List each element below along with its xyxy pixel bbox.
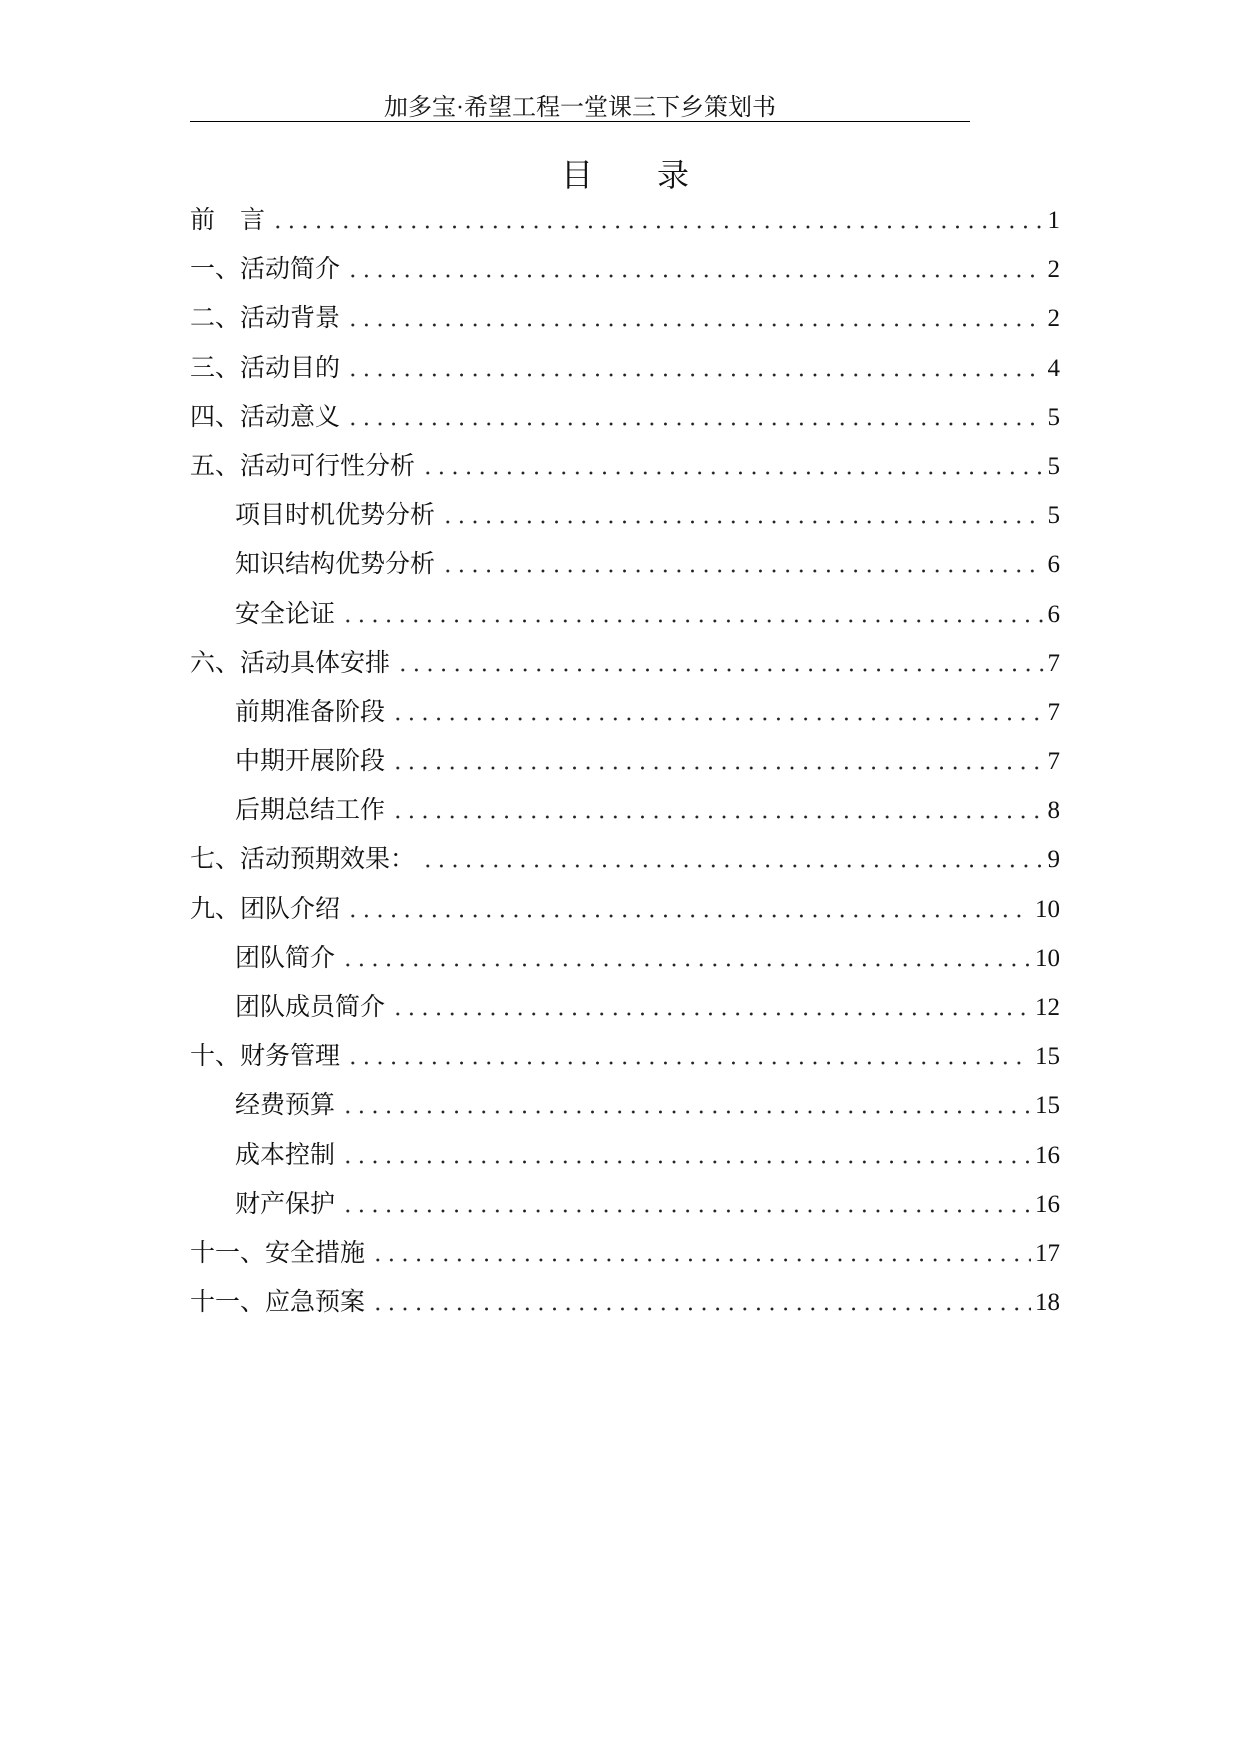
toc-entry (190, 442, 1060, 491)
toc-entry-title: 三、活动目的 (190, 354, 341, 382)
dot-leader (391, 786, 1043, 835)
toc-subentry (190, 688, 1060, 737)
toc-page-number: 18 (1035, 1289, 1060, 1317)
toc-heading: 目 录 (560, 157, 689, 193)
table-of-contents (190, 196, 1060, 1327)
dot-leader (341, 1180, 1031, 1229)
dot-leader (346, 885, 1031, 934)
toc-entry-title: 七、活动预期效果： (190, 846, 416, 874)
toc-entry-title: 前 言 (190, 207, 266, 234)
toc-page-number: 8 (1047, 797, 1060, 825)
dot-leader (341, 1131, 1031, 1180)
toc-entry (190, 245, 1060, 294)
toc-subentry (190, 934, 1060, 983)
dot-leader (391, 737, 1043, 786)
toc-entry-title: 十一、安全措施 (190, 1239, 366, 1267)
dot-leader (441, 540, 1043, 589)
dot-leader (346, 393, 1043, 442)
toc-entry-title: 十、财务管理 (190, 1043, 341, 1071)
toc-subentry (190, 491, 1060, 540)
dot-leader (396, 639, 1043, 688)
dot-leader (346, 344, 1043, 393)
dot-leader (271, 196, 1043, 245)
toc-entry-title: 二、活动背景 (190, 305, 341, 333)
toc-entry-title: 经费预算 (235, 1092, 336, 1120)
toc-entry-title: 知识结构优势分析 (235, 551, 436, 579)
dot-leader (341, 934, 1031, 983)
dot-leader (346, 294, 1043, 343)
toc-entry (190, 393, 1060, 442)
dot-leader (391, 983, 1031, 1032)
toc-entry (190, 1278, 1060, 1327)
toc-page-number: 7 (1047, 748, 1060, 776)
toc-entry-title: 成本控制 (235, 1141, 336, 1169)
toc-subentry (190, 737, 1060, 786)
toc-page-number: 10 (1035, 944, 1060, 972)
toc-entry (190, 885, 1060, 934)
toc-entry (190, 1032, 1060, 1081)
toc-page-number: 5 (1047, 452, 1060, 480)
dot-leader (341, 590, 1043, 639)
toc-entry-title: 项目时机优势分析 (235, 502, 436, 530)
toc-page-number: 6 (1047, 600, 1060, 628)
toc-subentry (190, 786, 1060, 835)
toc-page-number: 16 (1035, 1190, 1060, 1218)
dot-leader (346, 1032, 1031, 1081)
toc-entry-title: 团队简介 (235, 944, 336, 972)
dot-leader (421, 835, 1043, 884)
toc-page-number: 9 (1047, 846, 1060, 874)
dot-leader (346, 245, 1043, 294)
toc-page-number: 10 (1035, 895, 1060, 923)
toc-entry (190, 344, 1060, 393)
toc-entry (190, 294, 1060, 343)
toc-subentry (190, 1081, 1060, 1130)
toc-page-number: 16 (1035, 1141, 1060, 1169)
toc-entry (190, 196, 1060, 245)
toc-page-number: 7 (1047, 649, 1060, 677)
toc-subentry (190, 1131, 1060, 1180)
toc-page-number: 1 (1047, 207, 1060, 234)
running-header: 加多宝·希望工程一堂课三下乡策划书 (190, 95, 970, 122)
toc-page-number: 5 (1047, 502, 1060, 530)
toc-entry-title: 财产保护 (235, 1190, 336, 1218)
toc-page-number: 2 (1047, 305, 1060, 333)
toc-entry (190, 1229, 1060, 1278)
toc-entry-title: 安全论证 (235, 600, 336, 628)
toc-page-number: 12 (1035, 994, 1060, 1021)
dot-leader (391, 688, 1043, 737)
dot-leader (441, 491, 1043, 540)
toc-page-number: 4 (1047, 354, 1060, 382)
toc-page-number: 2 (1047, 256, 1060, 284)
toc-subentry (190, 1180, 1060, 1229)
toc-entry-title: 十一、应急预案 (190, 1289, 366, 1317)
toc-page-number: 7 (1047, 698, 1060, 726)
toc-entry (190, 639, 1060, 688)
toc-entry-title: 一、活动简介 (190, 256, 341, 284)
toc-entry-title: 六、活动具体安排 (190, 649, 391, 677)
toc-entry-title: 九、团队介绍 (190, 895, 341, 923)
toc-page-number: 6 (1047, 551, 1060, 579)
toc-entry-title: 四、活动意义 (190, 403, 341, 431)
toc-page-number: 15 (1035, 1092, 1060, 1120)
toc-page-number: 5 (1047, 403, 1060, 431)
dot-leader (421, 442, 1043, 491)
toc-entry-title: 团队成员简介 (235, 994, 386, 1021)
toc-page-number: 15 (1035, 1043, 1060, 1071)
toc-entry (190, 835, 1060, 884)
dot-leader (371, 1229, 1031, 1278)
toc-entry-title: 前期准备阶段 (235, 698, 386, 726)
dot-leader (371, 1278, 1031, 1327)
toc-page-number: 17 (1035, 1239, 1060, 1267)
toc-entry-title: 中期开展阶段 (235, 748, 386, 776)
toc-entry-title: 五、活动可行性分析 (190, 452, 416, 480)
toc-subentry (190, 590, 1060, 639)
toc-subentry (190, 983, 1060, 1032)
dot-leader (341, 1081, 1031, 1130)
toc-entry-title: 后期总结工作 (235, 797, 386, 825)
toc-subentry (190, 540, 1060, 589)
